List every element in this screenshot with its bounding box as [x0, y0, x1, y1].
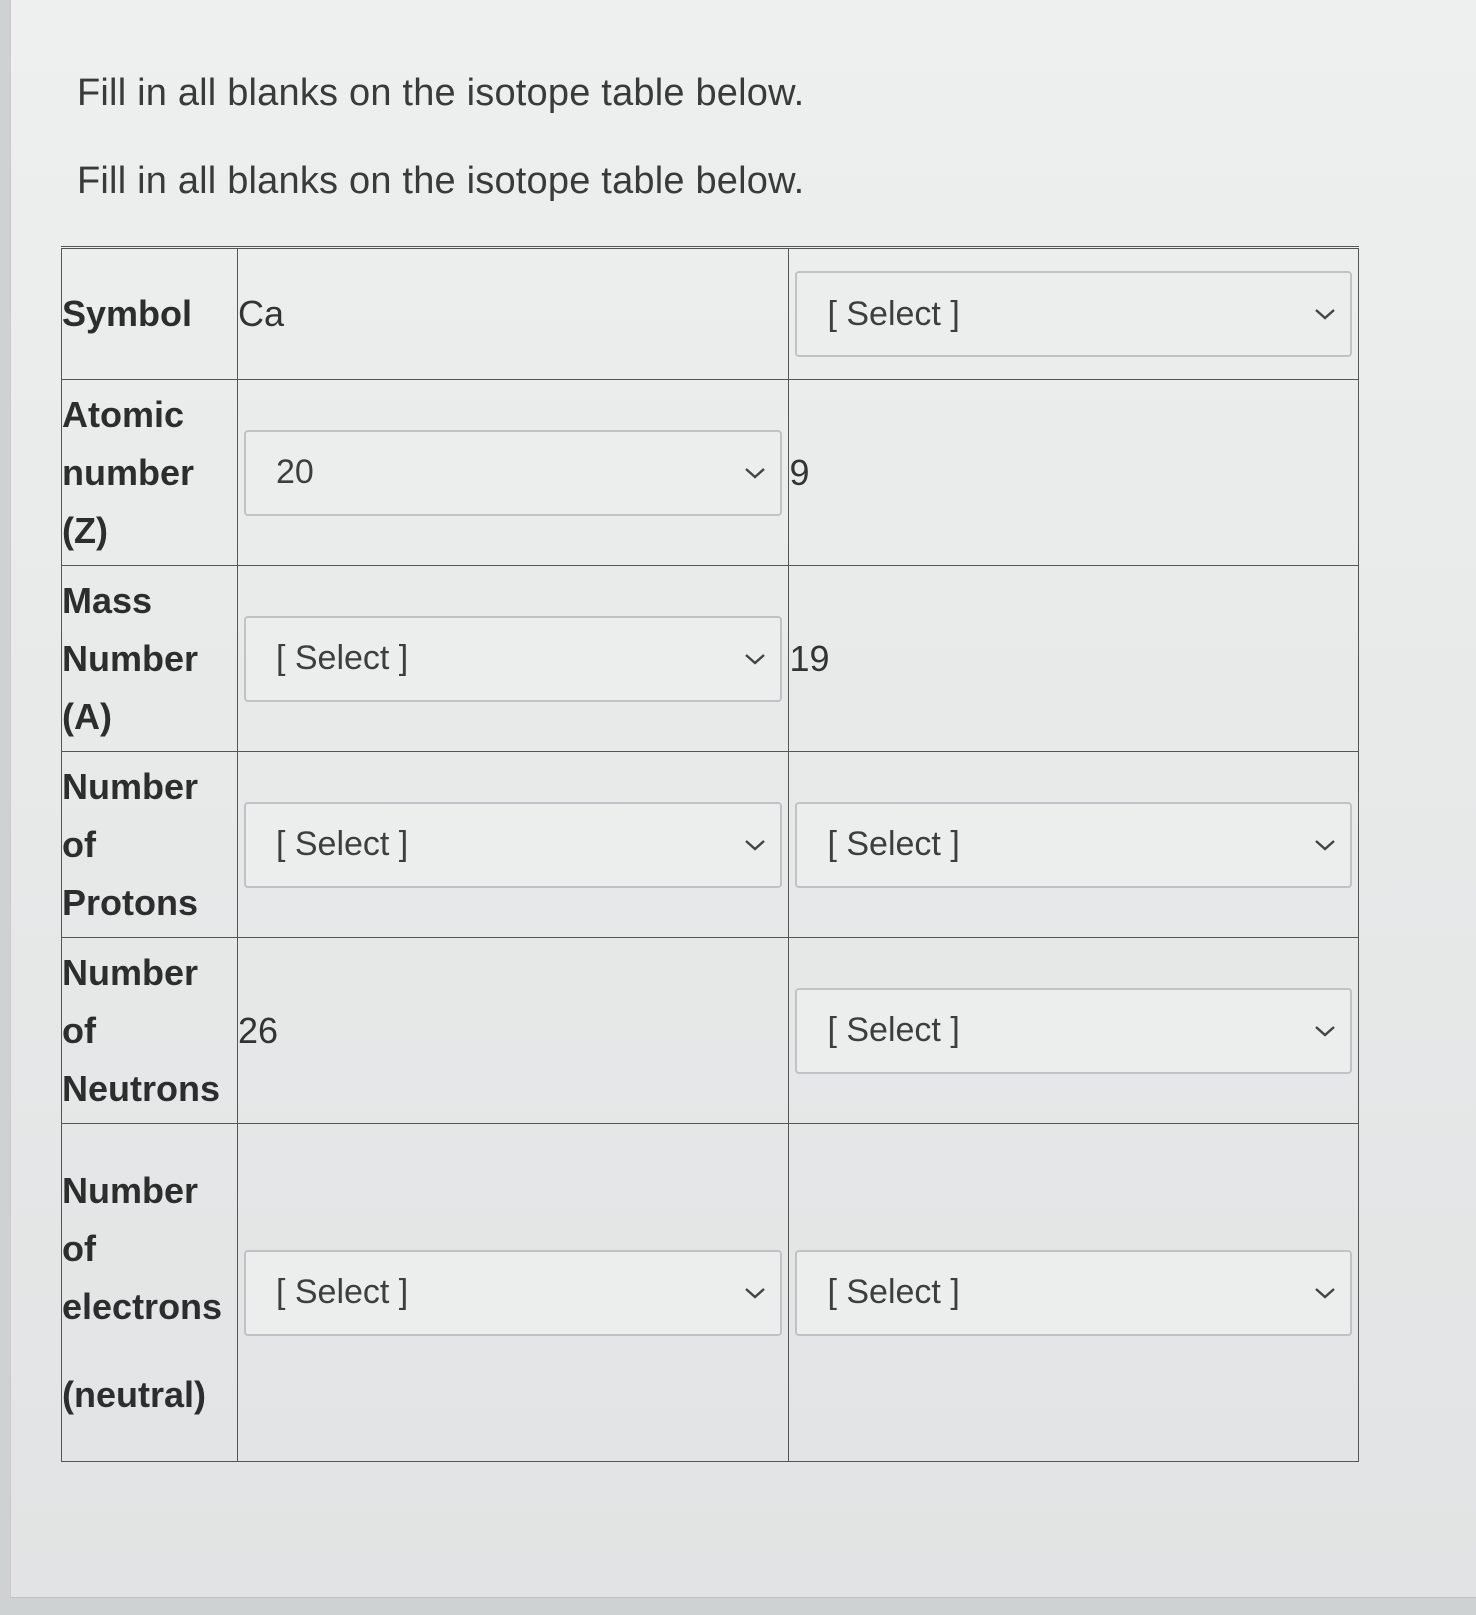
- symbol-value-ca: Ca: [237, 248, 789, 380]
- select-value: [ Select ]: [827, 1273, 960, 1311]
- label-line: Number: [62, 637, 199, 679]
- instruction-text-repeat: Fill in all blanks on the isotope table below.: [77, 160, 805, 202]
- label-atomic-number: [62, 380, 238, 566]
- label-line: (Z): [62, 509, 108, 551]
- label-mass-number: [62, 566, 238, 752]
- row-neutrons: [62, 938, 1359, 1124]
- select-value: [ Select ]: [275, 1273, 409, 1311]
- electrons-select-a[interactable]: [244, 1250, 783, 1336]
- label-line: number: [62, 451, 195, 493]
- electrons-cell-b: [789, 1124, 1359, 1462]
- protons-cell-b: [789, 752, 1359, 938]
- select-value: [ Select ]: [827, 825, 960, 863]
- row-symbol: [62, 248, 1359, 380]
- neutrons-value-a: 26: [237, 938, 789, 1124]
- neutrons-select-b[interactable]: [795, 988, 1352, 1074]
- label-line: (A): [62, 695, 112, 737]
- select-value: [ Select ]: [275, 639, 409, 677]
- chevron-down-icon: [742, 649, 768, 669]
- symbol-select[interactable]: [795, 271, 1352, 357]
- label-line: of: [62, 1227, 96, 1269]
- neutrons-cell-b: [789, 938, 1359, 1124]
- select-value: [ Select ]: [827, 1011, 960, 1049]
- row-atomic-number: [62, 380, 1359, 566]
- mass-number-select[interactable]: [244, 616, 783, 702]
- instruction-text: Fill in all blanks on the isotope table below.: [77, 72, 805, 114]
- chevron-down-icon: [1312, 835, 1338, 855]
- electrons-cell-a: [237, 1124, 789, 1462]
- isotope-table: [61, 246, 1359, 1462]
- label-line: (neutral): [62, 1373, 206, 1415]
- protons-cell-a: [237, 752, 789, 938]
- label-line: of: [62, 1009, 96, 1051]
- chevron-down-icon: [1312, 304, 1338, 324]
- protons-select-b[interactable]: [795, 802, 1352, 888]
- label-line: Number: [62, 1169, 199, 1211]
- chevron-down-icon: [1312, 1021, 1338, 1041]
- electrons-select-b[interactable]: [795, 1250, 1352, 1336]
- label-line: Mass: [62, 579, 153, 621]
- mass-number-value-b: 19: [789, 566, 1359, 752]
- label-line: of: [62, 823, 96, 865]
- label-neutrons: [62, 938, 238, 1124]
- mass-number-cell-a: [237, 566, 789, 752]
- row-electrons: [62, 1124, 1359, 1462]
- atomic-number-value-b: 9: [789, 380, 1359, 566]
- atomic-number-select[interactable]: [244, 430, 783, 516]
- label-electrons: [62, 1124, 238, 1462]
- label-symbol: Symbol: [62, 248, 238, 380]
- chevron-down-icon: [742, 835, 768, 855]
- chevron-down-icon: [742, 1283, 768, 1303]
- select-value: [ Select ]: [827, 294, 960, 333]
- label-line: Number: [62, 765, 199, 807]
- chevron-down-icon: [742, 463, 768, 483]
- label-line: electrons: [62, 1285, 223, 1327]
- chevron-down-icon: [1312, 1283, 1338, 1303]
- select-value: [ Select ]: [275, 825, 409, 863]
- atomic-number-cell-a: [237, 380, 789, 566]
- label-line: Neutrons: [62, 1067, 221, 1109]
- label-line: Number: [62, 951, 199, 993]
- label-line: Atomic: [62, 393, 185, 435]
- select-value: 20: [275, 453, 314, 491]
- symbol-cell-b: [789, 248, 1359, 380]
- protons-select-a[interactable]: [244, 802, 783, 888]
- row-protons: [62, 752, 1359, 938]
- label-line: Protons: [62, 881, 199, 923]
- label-protons: [62, 752, 238, 938]
- row-mass-number: [62, 566, 1359, 752]
- quiz-screen: [10, 0, 1476, 1598]
